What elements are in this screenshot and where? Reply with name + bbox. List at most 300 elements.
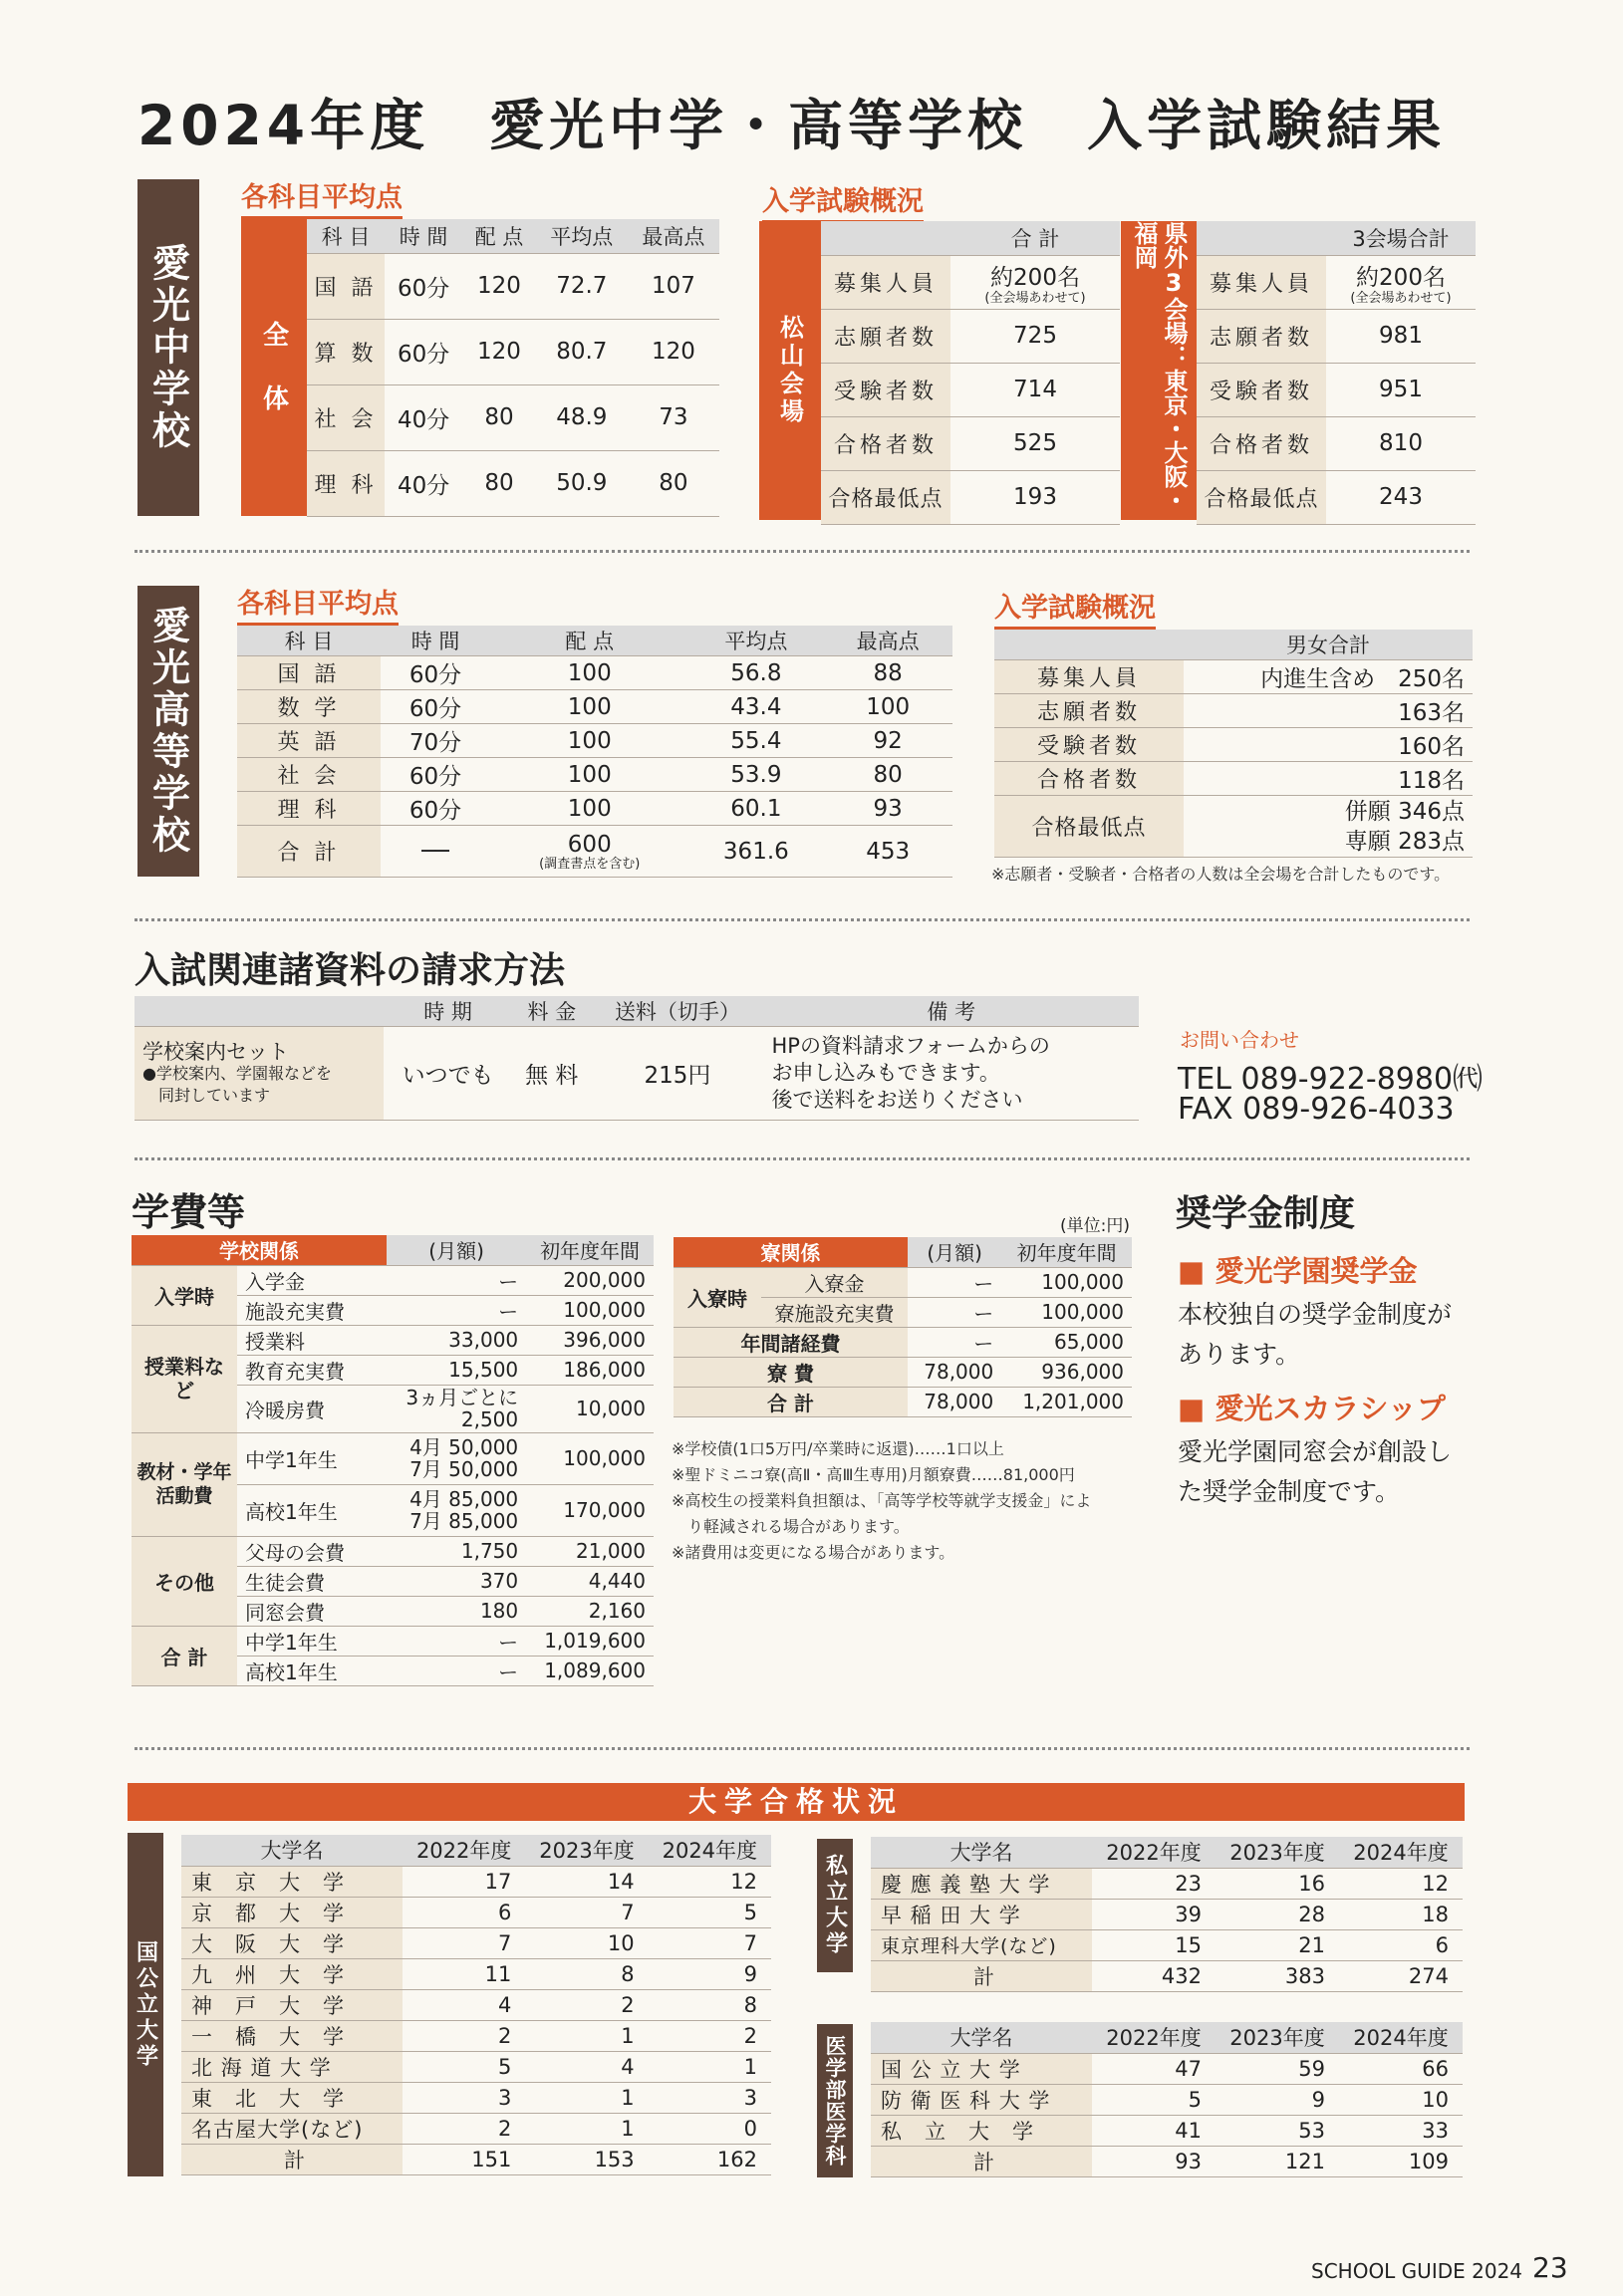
- univ-value: 1: [525, 2113, 648, 2144]
- fee-annual: 170,000: [526, 1484, 654, 1536]
- value-cell: 内進生含め 250名: [1184, 660, 1473, 694]
- univ-value: 12: [649, 1866, 771, 1897]
- univ-name: 早 稲 田 大 学: [871, 1899, 1092, 1929]
- fee-item: 高校1年生: [237, 1484, 387, 1536]
- dorm-item: 入寮金: [761, 1267, 908, 1297]
- avg-cell: 80.7: [536, 319, 628, 384]
- time-cell: 60分: [381, 690, 490, 724]
- col-header: 大学名: [181, 1835, 403, 1866]
- col-header: 最高点: [823, 626, 952, 656]
- row-label: 受験者数: [994, 728, 1184, 762]
- univ-value: 8: [525, 1958, 648, 1989]
- fee-group: 授業料など: [132, 1325, 237, 1432]
- avg-cell: 55.4: [688, 724, 823, 758]
- row-label: 受験者数: [821, 363, 950, 416]
- fee-monthly: 15,500: [387, 1355, 526, 1385]
- col-header: 大学名: [871, 1837, 1092, 1868]
- univ-heading: 大学合格状況: [128, 1783, 1465, 1821]
- value: 約200名: [1356, 264, 1446, 291]
- univ-value: 21: [1216, 1929, 1339, 1960]
- univ-value: 18: [1339, 1899, 1463, 1929]
- dorm-annual: 1,201,000: [1001, 1387, 1132, 1416]
- national-table: [181, 1835, 771, 2175]
- col-header: 2024年度: [1339, 1837, 1463, 1868]
- univ-value: 47: [1092, 2053, 1216, 2084]
- univ-value: 5: [649, 1897, 771, 1927]
- univ-value: 4: [525, 2051, 648, 2082]
- subject-cell: 国 語: [237, 656, 381, 690]
- fee-group: 教材・学年活動費: [132, 1432, 237, 1536]
- univ-value: 383: [1216, 1960, 1339, 1991]
- outside-side-label: 県外3会場：東京・大阪・福岡: [1121, 221, 1197, 520]
- value-cell: 981: [1326, 309, 1476, 363]
- univ-value: 59: [1216, 2053, 1339, 2084]
- univ-name: 私 立 大 学: [871, 2115, 1092, 2146]
- col-header: 大学名: [871, 2022, 1092, 2053]
- desc-line: 愛光学園同窓会が創設し: [1178, 1437, 1453, 1466]
- hs-exam-table: [994, 630, 1473, 858]
- univ-name: 大 阪 大 学: [181, 1927, 403, 1958]
- private-side-label: 私立大学: [817, 1839, 853, 1972]
- dorm-head: 寮関係: [674, 1237, 908, 1267]
- dorm-annual: 936,000: [1001, 1357, 1132, 1387]
- col-header: 2022年度: [403, 1835, 525, 1866]
- time-cell: 70分: [381, 724, 490, 758]
- fee-monthly: 1,750: [387, 1536, 526, 1566]
- fee-item: 授業料: [237, 1325, 387, 1355]
- univ-value: 1: [525, 2082, 648, 2113]
- points-cell: 100: [490, 690, 688, 724]
- subject-cell: 国 語: [307, 253, 385, 319]
- col-header: 送料（切手）: [591, 996, 763, 1027]
- dorm-item: 寮施設充実費: [761, 1297, 908, 1327]
- max-cell: 453: [823, 826, 952, 878]
- max-cell: 120: [628, 319, 719, 384]
- fee-group: その他: [132, 1536, 237, 1626]
- col-header: 平均点: [536, 219, 628, 253]
- fee-monthly: 3ヵ月ごとに 2,500: [387, 1385, 526, 1432]
- min-value: 専願 283点: [1344, 828, 1465, 855]
- page-title: 2024年度 愛光中学・高等学校 入学試験結果: [137, 94, 1447, 157]
- univ-value: 1: [525, 2020, 648, 2051]
- univ-name: 国 公 立 大 学: [871, 2053, 1092, 2084]
- univ-value: 10: [1339, 2084, 1463, 2115]
- avg-cell: 56.8: [688, 656, 823, 690]
- time-cell: 60分: [385, 253, 462, 319]
- fee-cell: 無 料: [512, 1027, 591, 1121]
- dorm-monthly: ー: [908, 1297, 1001, 1327]
- fee-monthly: ー: [387, 1295, 526, 1325]
- value-cell: [1326, 255, 1476, 309]
- value-sub: (全会場あわせて): [1350, 290, 1452, 306]
- divider: [135, 918, 1470, 921]
- univ-value: 12: [1339, 1868, 1463, 1899]
- value-sub: (全会場あわせて): [984, 290, 1086, 306]
- max-cell: 93: [823, 792, 952, 826]
- max-cell: 80: [823, 758, 952, 792]
- col-header: 2023年度: [1216, 2022, 1339, 2053]
- row-label: 合格最低点: [1197, 470, 1326, 524]
- max-cell: 107: [628, 253, 719, 319]
- fee-monthly: 180: [387, 1596, 526, 1626]
- value-cell: 714: [950, 363, 1120, 416]
- points-cell: 80: [462, 384, 536, 450]
- page-number: 23: [1532, 2251, 1568, 2284]
- fee-item: 中学1年生: [237, 1626, 387, 1656]
- total-head: 男女合計: [1184, 630, 1473, 660]
- col-header: 2022年度: [1092, 1837, 1216, 1868]
- school-head: 学校関係: [132, 1235, 387, 1265]
- hs-note: ※志願者・受験者・合格者の人数は全会場を合計したものです。: [991, 865, 1451, 884]
- fee-annual: 200,000: [526, 1265, 654, 1295]
- dorm-monthly: ー: [908, 1267, 1001, 1297]
- univ-value: 3: [403, 2082, 525, 2113]
- dorm-monthly: ー: [908, 1327, 1001, 1357]
- max-cell: 92: [823, 724, 952, 758]
- value-cell: 160名: [1184, 728, 1473, 762]
- value-cell: 193: [950, 470, 1120, 524]
- fee-annual: 21,000: [526, 1536, 654, 1566]
- fee-item: 施設充実費: [237, 1295, 387, 1325]
- subject-cell: 理 科: [307, 450, 385, 516]
- dorm-group: 合 計: [674, 1387, 908, 1416]
- row-label: 合格最低点: [994, 796, 1184, 858]
- fee-group: 入学時: [132, 1265, 237, 1325]
- matsuyama-table: [821, 221, 1120, 525]
- univ-value: 8: [649, 1989, 771, 2020]
- subject-cell: 算 数: [307, 319, 385, 384]
- col-header: 最高点: [628, 219, 719, 253]
- time-cell: 60分: [381, 792, 490, 826]
- univ-name: 一 橋 大 学: [181, 2020, 403, 2051]
- avg-cell: 72.7: [536, 253, 628, 319]
- univ-value: 9: [1216, 2084, 1339, 2115]
- desc-line: 本校独自の奨学金制度が: [1178, 1300, 1453, 1329]
- remark-line: 後で送料をお送りください: [771, 1088, 1023, 1112]
- avg-cell: 361.6: [688, 826, 823, 878]
- hs-side-label: 愛光高等学校: [137, 586, 199, 877]
- univ-value: 5: [1092, 2084, 1216, 2115]
- univ-value: 93: [1092, 2146, 1216, 2176]
- points-cell: 120: [462, 319, 536, 384]
- univ-name: 神 戸 大 学: [181, 1989, 403, 2020]
- contact-fax: FAX 089-926-4033: [1178, 1092, 1455, 1127]
- points-cell: 100: [490, 758, 688, 792]
- row-label: 募集人員: [1197, 255, 1326, 309]
- univ-value: 5: [403, 2051, 525, 2082]
- fees-heading: 学費等: [132, 1190, 246, 1234]
- note-line: ※聖ドミニコ寮(高Ⅱ・高Ⅲ生専用)月額寮費……81,000円: [672, 1465, 1075, 1484]
- period-cell: いつでも: [384, 1027, 512, 1121]
- request-item-cell: [135, 1027, 384, 1121]
- divider: [135, 550, 1470, 553]
- contact-tel[interactable]: TEL 089-922-8980㈹: [1178, 1062, 1484, 1097]
- fee-group: 合 計: [132, 1626, 237, 1685]
- footer-guide: SCHOOL GUIDE 2024: [1311, 2259, 1523, 2283]
- col-header: 時 間: [385, 219, 462, 253]
- dorm-group: 年間諸経費: [674, 1327, 908, 1357]
- univ-name: 東京理科大学(など): [871, 1929, 1092, 1960]
- fee-monthly: ー: [387, 1626, 526, 1656]
- desc-line: あります。: [1178, 1340, 1301, 1369]
- univ-value: 6: [1339, 1929, 1463, 1960]
- row-label: 合格者数: [994, 762, 1184, 796]
- request-item: 学校案内セット: [142, 1039, 289, 1064]
- col-header: 平均点: [688, 626, 823, 656]
- univ-name: 北 海 道 大 学: [181, 2051, 403, 2082]
- points-cell: [490, 826, 688, 878]
- univ-name: 京 都 大 学: [181, 1897, 403, 1927]
- subject-cell: 社 会: [307, 384, 385, 450]
- row-label: 合格者数: [821, 416, 950, 470]
- univ-value: 109: [1339, 2146, 1463, 2176]
- univ-value: 4: [403, 1989, 525, 2020]
- outside-table: [1197, 221, 1476, 525]
- col-header: 時 期: [384, 996, 512, 1027]
- hs-avg-table: [237, 626, 952, 878]
- postage-cell: 215円: [591, 1027, 763, 1121]
- avg-cell: 48.9: [536, 384, 628, 450]
- private-table: [871, 1837, 1463, 1992]
- fee-monthly: 4月 50,000 7月 50,000: [387, 1432, 526, 1484]
- univ-value: 153: [525, 2144, 648, 2174]
- fee-annual: 10,000: [526, 1385, 654, 1432]
- col-header: 備 考: [764, 996, 1140, 1027]
- time-cell: 60分: [385, 319, 462, 384]
- divider: [135, 1157, 1470, 1160]
- univ-value: 162: [649, 2144, 771, 2174]
- note-line: ※諸費用は変更になる場合があります。: [672, 1543, 955, 1562]
- row-label: 受験者数: [1197, 363, 1326, 416]
- fee-annual: 1,089,600: [526, 1656, 654, 1685]
- avg-cell: 43.4: [688, 690, 823, 724]
- univ-value: 14: [525, 1866, 648, 1897]
- univ-value: 274: [1339, 1960, 1463, 1991]
- col-header: 2023年度: [525, 1835, 648, 1866]
- annual-head: 初年度年間: [1001, 1237, 1132, 1267]
- univ-value: 28: [1216, 1899, 1339, 1929]
- max-cell: 80: [628, 450, 719, 516]
- col-header: 配 点: [490, 626, 688, 656]
- value-cell: 243: [1326, 470, 1476, 524]
- col-header: 時 間: [381, 626, 490, 656]
- med-table: [871, 2022, 1463, 2177]
- scholarship-heading: 奨学金制度: [1176, 1193, 1356, 1234]
- total-head: 合 計: [950, 221, 1120, 255]
- col-header: 2022年度: [1092, 2022, 1216, 2053]
- row-label: 合格者数: [1197, 416, 1326, 470]
- contact-label: お問い合わせ: [1180, 1028, 1299, 1052]
- univ-name: 計: [871, 2146, 1092, 2176]
- col-header: 配 点: [462, 219, 536, 253]
- fee-item: 高校1年生: [237, 1656, 387, 1685]
- note-line: ※学校債(1口5万円/卒業時に返還)……1口以上: [672, 1439, 1004, 1458]
- fee-item: 生徒会費: [237, 1566, 387, 1596]
- univ-name: 名古屋大学(など): [181, 2113, 403, 2144]
- fee-item: 入学金: [237, 1265, 387, 1295]
- school-fees-table: [132, 1235, 654, 1686]
- points-cell: 100: [490, 724, 688, 758]
- univ-value: 23: [1092, 1868, 1216, 1899]
- univ-name: 九 州 大 学: [181, 1958, 403, 1989]
- univ-name: 東 京 大 学: [181, 1866, 403, 1897]
- univ-name: 東 北 大 学: [181, 2082, 403, 2113]
- row-label: 志願者数: [821, 309, 950, 363]
- points-cell: 100: [490, 656, 688, 690]
- fee-item: 中学1年生: [237, 1432, 387, 1484]
- value-cell: 951: [1326, 363, 1476, 416]
- univ-value: 2: [403, 2113, 525, 2144]
- fee-annual: 186,000: [526, 1355, 654, 1385]
- subject-cell: 数 学: [237, 690, 381, 724]
- subject-cell: 理 科: [237, 792, 381, 826]
- col-header: 2023年度: [1216, 1837, 1339, 1868]
- univ-name: 計: [871, 1960, 1092, 1991]
- fee-annual: 100,000: [526, 1295, 654, 1325]
- note-line: ※高校生の授業料負担額は、「高等学校等就学支援金」によ: [672, 1491, 1092, 1510]
- dorm-monthly: 78,000: [908, 1357, 1001, 1387]
- univ-value: 53: [1216, 2115, 1339, 2146]
- jhs-avg-heading: 各科目平均点: [241, 175, 403, 219]
- scholarship-desc-1: [1178, 1295, 1452, 1375]
- row-label: 募集人員: [994, 660, 1184, 694]
- univ-value: 151: [403, 2144, 525, 2174]
- univ-value: 7: [403, 1927, 525, 1958]
- univ-value: 10: [525, 1927, 648, 1958]
- value-cell: 725: [950, 309, 1120, 363]
- remark-line: HPの資料請求フォームからの: [771, 1034, 1050, 1058]
- dorm-group: 寮 費: [674, 1357, 908, 1387]
- univ-value: 7: [525, 1897, 648, 1927]
- subject-cell: 社 会: [237, 758, 381, 792]
- univ-value: 17: [403, 1866, 525, 1897]
- hs-exam-heading: 入学試験概況: [994, 586, 1156, 630]
- request-table: [135, 996, 1139, 1121]
- univ-value: 2: [649, 2020, 771, 2051]
- univ-value: 9: [649, 1958, 771, 1989]
- note-line: り軽減される場合があります。: [672, 1517, 910, 1536]
- univ-value: 2: [525, 1989, 648, 2020]
- jhs-side-label: 愛光中学校: [137, 179, 199, 516]
- points-cell: 80: [462, 450, 536, 516]
- univ-value: 0: [649, 2113, 771, 2144]
- dorm-annual: 65,000: [1001, 1327, 1132, 1357]
- univ-value: 2: [403, 2020, 525, 2051]
- time-cell: ──: [381, 826, 490, 878]
- points-cell: 100: [490, 792, 688, 826]
- dorm-notes: [672, 1436, 1091, 1566]
- fee-monthly: ー: [387, 1265, 526, 1295]
- dorm-annual: 100,000: [1001, 1297, 1132, 1327]
- row-label: 合格最低点: [821, 470, 950, 524]
- avg-cell: 53.9: [688, 758, 823, 792]
- remark-cell: [764, 1027, 1140, 1121]
- col-header: 科 目: [307, 219, 385, 253]
- time-cell: 60分: [381, 656, 490, 690]
- min-value: 併願 346点: [1344, 798, 1465, 825]
- fee-item: 教育充実費: [237, 1355, 387, 1385]
- fee-annual: 2,160: [526, 1596, 654, 1626]
- scholarship-item-2: ■ 愛光スカラシップ: [1178, 1392, 1446, 1425]
- row-label: 志願者数: [1197, 309, 1326, 363]
- jhs-group-label: 全 体: [258, 321, 289, 414]
- univ-value: 66: [1339, 2053, 1463, 2084]
- fee-annual: 1,019,600: [526, 1626, 654, 1656]
- univ-value: 432: [1092, 1960, 1216, 1991]
- fee-monthly: ー: [387, 1656, 526, 1685]
- dorm-fees-table: [674, 1237, 1132, 1417]
- col-header: 2024年度: [649, 1835, 771, 1866]
- subject-cell: 英 語: [237, 724, 381, 758]
- row-label: 志願者数: [994, 694, 1184, 728]
- dorm-annual: 100,000: [1001, 1267, 1132, 1297]
- univ-value: 3: [649, 2082, 771, 2113]
- value-sub: (調査書点を含む): [539, 856, 641, 872]
- dorm-group: 入寮時: [674, 1267, 761, 1327]
- value-cell: 118名: [1184, 762, 1473, 796]
- request-item-note: 同封しています: [158, 1085, 271, 1105]
- value: 約200名: [990, 264, 1080, 291]
- univ-value: 121: [1216, 2146, 1339, 2176]
- time-cell: 60分: [381, 758, 490, 792]
- monthly-head: (月額): [908, 1237, 1001, 1267]
- fee-item: 冷暖房費: [237, 1385, 387, 1432]
- fee-annual: 4,440: [526, 1566, 654, 1596]
- value: 600: [567, 831, 612, 858]
- points-cell: 120: [462, 253, 536, 319]
- fee-monthly: 4月 85,000 7月 85,000: [387, 1484, 526, 1536]
- univ-value: 41: [1092, 2115, 1216, 2146]
- col-header: 科 目: [237, 626, 381, 656]
- max-cell: 73: [628, 384, 719, 450]
- col-header: 料 金: [512, 996, 591, 1027]
- avg-cell: 60.1: [688, 792, 823, 826]
- univ-value: 11: [403, 1958, 525, 1989]
- time-cell: 40分: [385, 450, 462, 516]
- matsuyama-side-label: 松山会場: [759, 221, 821, 520]
- dorm-monthly: 78,000: [908, 1387, 1001, 1416]
- hs-avg-heading: 各科目平均点: [237, 582, 399, 626]
- max-cell: 100: [823, 690, 952, 724]
- scholarship-item-1: ■ 愛光学園奨学金: [1178, 1254, 1418, 1288]
- divider: [135, 1747, 1470, 1750]
- annual-head: 初年度年間: [526, 1235, 654, 1265]
- total-head: 3会場合計: [1326, 221, 1476, 255]
- value-cell: 810: [1326, 416, 1476, 470]
- national-side-label: 国公立大学: [128, 1833, 163, 2176]
- subject-cell: 合 計: [237, 826, 381, 878]
- avg-cell: 50.9: [536, 450, 628, 516]
- univ-name: 慶 應 義 塾 大 学: [871, 1868, 1092, 1899]
- univ-value: 33: [1339, 2115, 1463, 2146]
- fee-monthly: 370: [387, 1566, 526, 1596]
- univ-name: 防 衛 医 科 大 学: [871, 2084, 1092, 2115]
- scholarship-desc-2: [1178, 1432, 1452, 1512]
- jhs-exam-heading: 入学試験概況: [762, 179, 924, 223]
- jhs-avg-table: [307, 219, 719, 517]
- fee-item: 父母の会費: [237, 1536, 387, 1566]
- fees-unit: (単位:円): [1060, 1216, 1130, 1236]
- univ-value: 1: [649, 2051, 771, 2082]
- row-label: 募集人員: [821, 255, 950, 309]
- fee-annual: 100,000: [526, 1432, 654, 1484]
- time-cell: 40分: [385, 384, 462, 450]
- remark-line: お申し込みもできます。: [771, 1061, 1000, 1085]
- max-cell: 88: [823, 656, 952, 690]
- univ-value: 6: [403, 1897, 525, 1927]
- med-side-label: 医学部医学科: [817, 2024, 853, 2177]
- monthly-head: (月額): [387, 1235, 526, 1265]
